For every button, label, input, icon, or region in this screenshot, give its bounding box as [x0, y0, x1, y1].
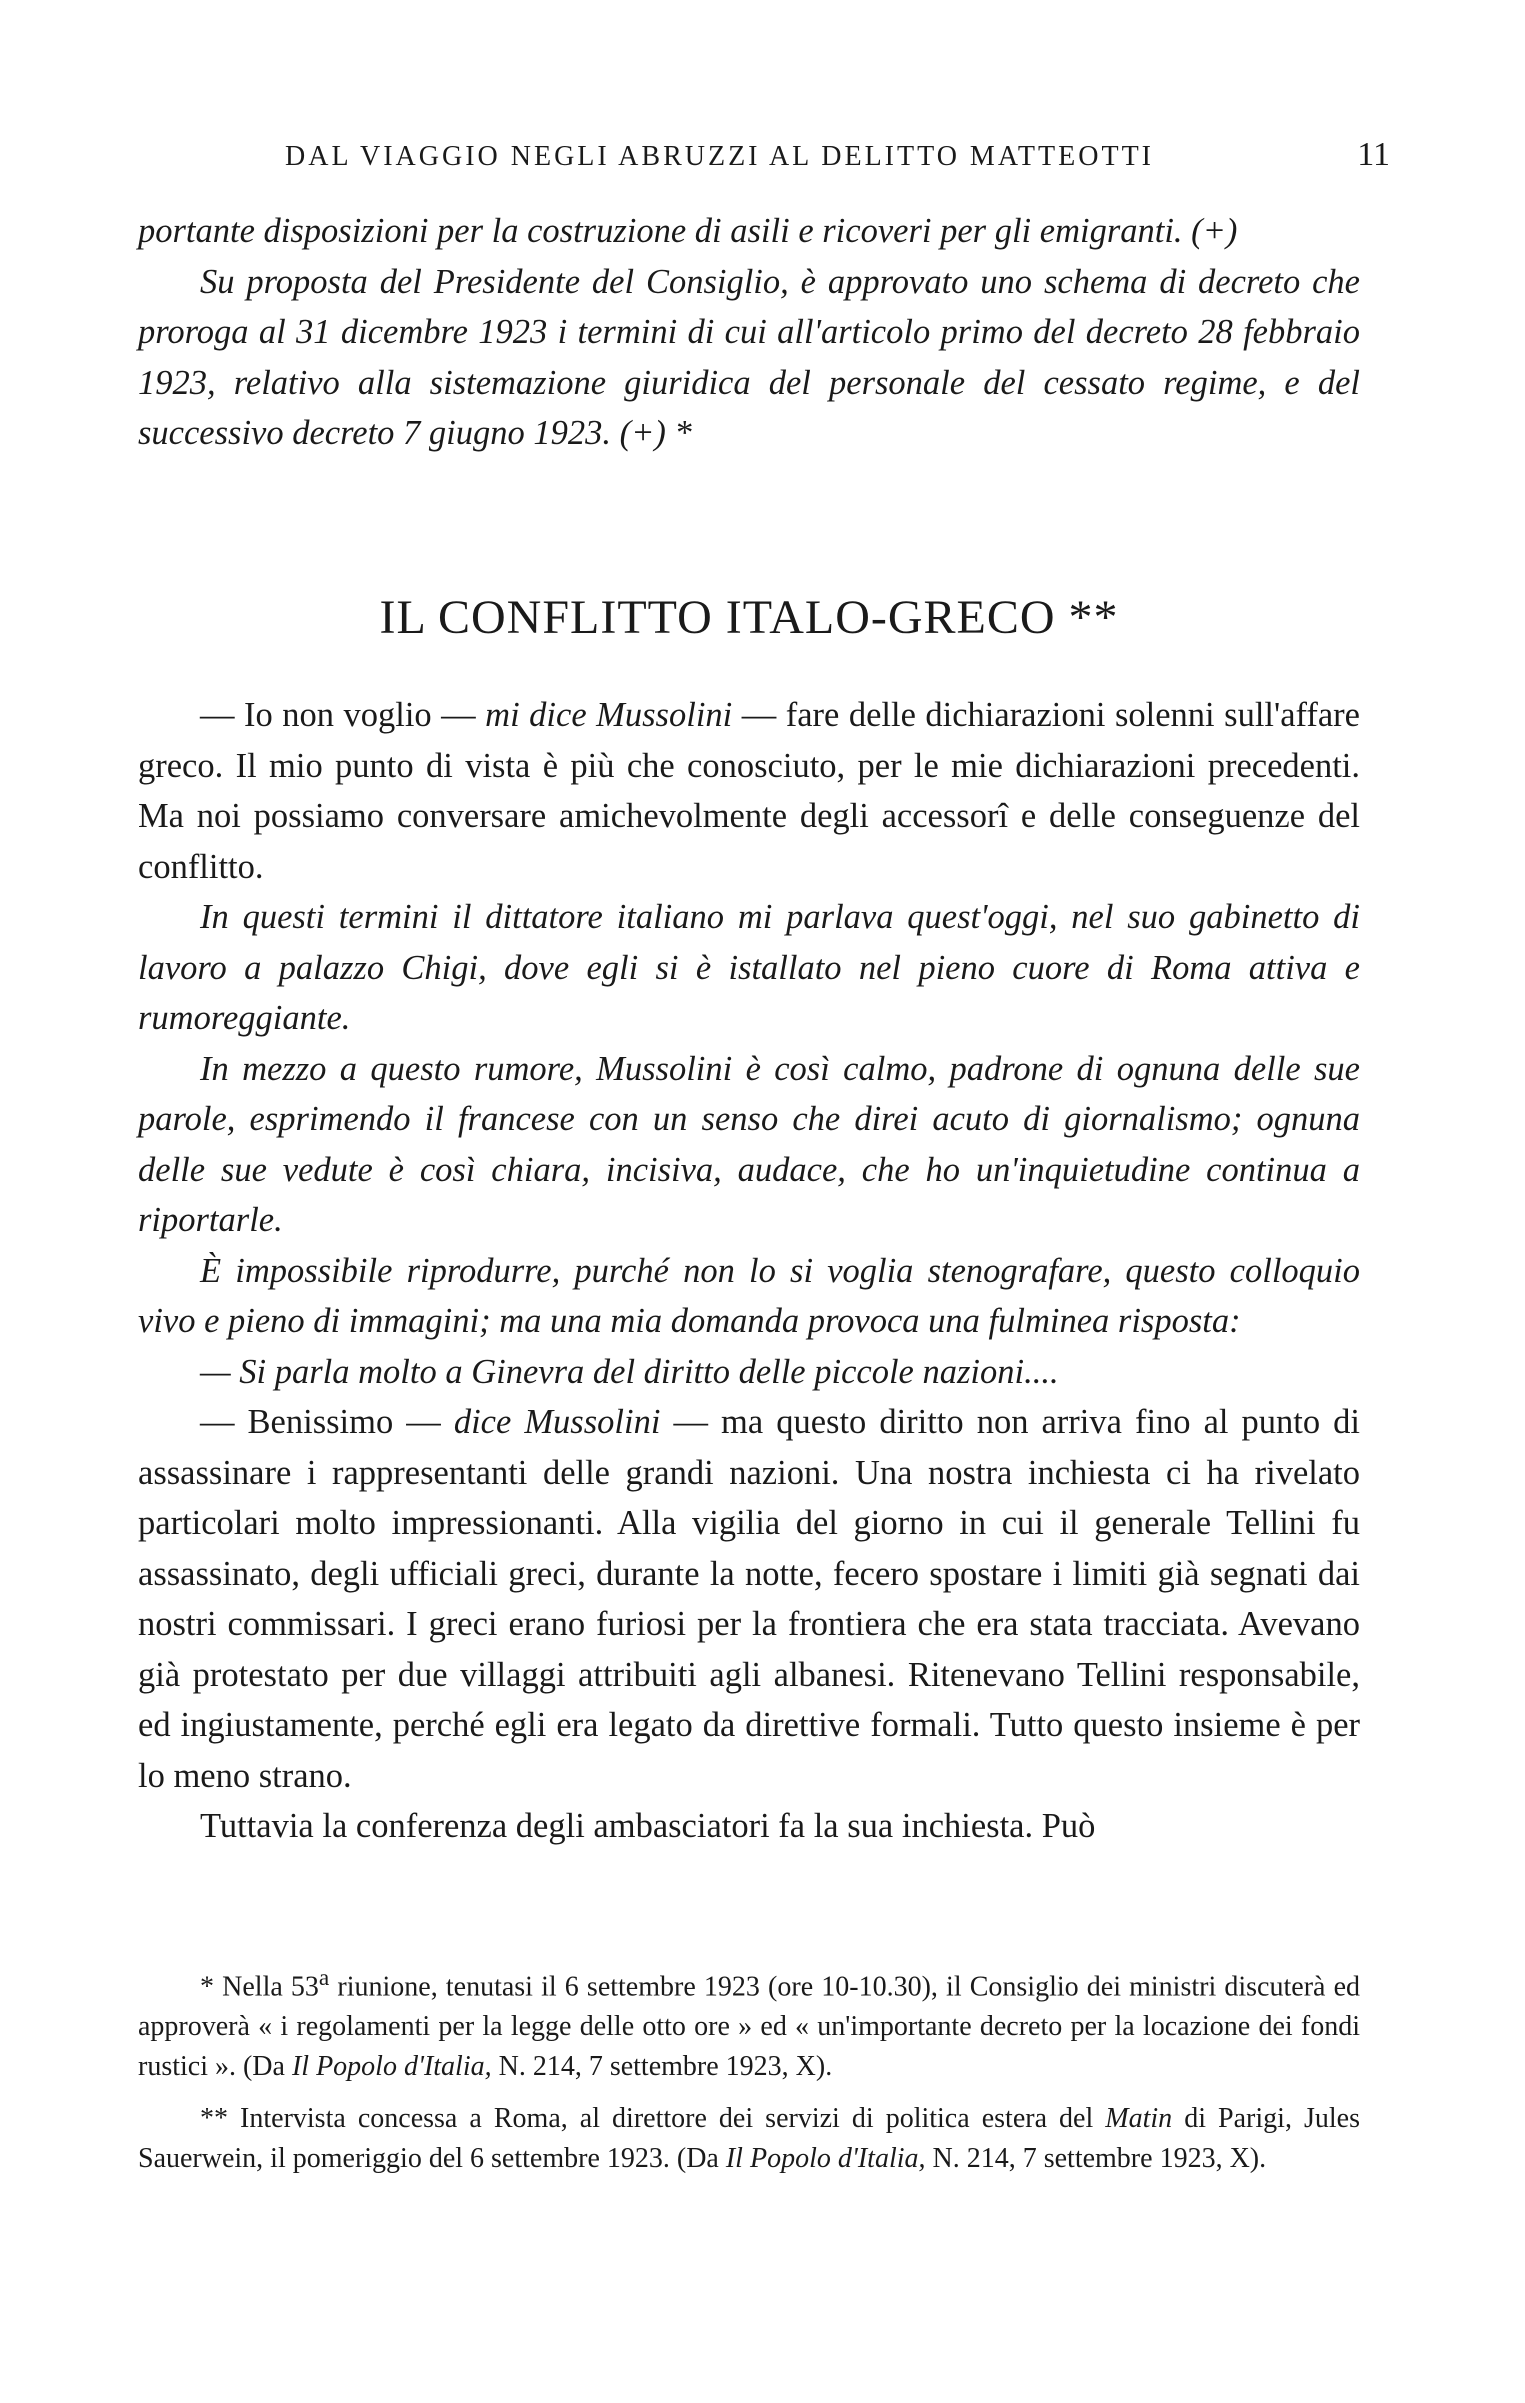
body-paragraph-2: In questi termini il dittatore italiano mi parlava quest'oggi, nel suo gabinetto di lavoro a palazzo Chigi, dove egli si è istallato nel pieno cuore di Roma attiva e rumoreggiante. — [138, 898, 1360, 1037]
footnote-text: ** Intervista concessa a Roma, al direttore dei servizi di politica estera del — [200, 2103, 1106, 2135]
attribution-text: dice Mussolini — [453, 1403, 661, 1441]
body-paragraph-4: È impossibile riprodurre, purché non lo si voglia stenografare, questo colloquio vivo e pieno di immagini; ma una mia domanda provoca una fulminea risposta: — [138, 1251, 1360, 1340]
running-head — [135, 136, 1390, 180]
footnote-2 — [138, 2099, 1360, 2179]
running-title: DAL VIAGGIO NEGLI ABRUZZI AL DELITTO MATTEOTTI — [285, 141, 1154, 172]
body-paragraph-1 — [138, 690, 1360, 892]
section-title: IL CONFLITTO ITALO-GRECO ** — [379, 591, 1119, 644]
dialogue-text: — fare delle dichiarazioni solenni sull'affare greco. Il mio punto di vista è più che conosciuto, per le mie dichiarazioni precedenti. Ma noi possiamo conversare amichevolmente degli accessorî e delle conseguenze del conflitto. — [138, 696, 1360, 886]
intro-paragraph-1: portante disposizioni per la costruzione di asili e ricoveri per gli emigranti. (+) — [138, 212, 1238, 250]
footnote-source-title: Il Popolo d'Italia, — [725, 2143, 926, 2175]
footnote-source-title: Matin — [1105, 2103, 1173, 2135]
footnote-source-title: Il Popolo d'Italia, — [291, 2051, 492, 2083]
body-paragraph-5: — Si parla molto a Ginevra del diritto delle piccole nazioni.... — [200, 1352, 1059, 1391]
body-paragraph-3: In mezzo a questo rumore, Mussolini è così calmo, padrone di ognuna delle sue parole, esprimendo il francese con un senso che direi acuto di giornalismo; ognuna delle sue vedute è così chiara, incisiva, audace, che ho un'inquietudine continua a riportarle. — [138, 1049, 1360, 1239]
footnote-text: N. 214, 7 settembre 1923, X). — [491, 2051, 833, 2083]
footnote-text: * Nella 53 — [200, 1971, 319, 2003]
attribution-text: mi dice Mussolini — [485, 696, 733, 734]
footnote-text: di Parigi, Jules Sauerwein, il pomeriggio del 6 settembre 1923. (Da — [138, 2103, 1360, 2175]
dialogue-text: — Benissimo — — [200, 1403, 454, 1441]
dialogue-text: — ma questo diritto non arriva fino al punto di assassinare i rappresentanti delle grandi nazioni. Una nostra inchiesta ci ha rivelato particolari molto impressionanti. Alla vigilia del giorno in cui il generale Tellini fu assassinato, degli ufficiali greci, durante la notte, fecero spostare i limiti già segnati dai nostri commissari. I greci erano furiosi per la frontiera che era stata tracciata. Avevano già protestato per due villaggi attribuiti agli albanesi. Ritenevano Tellini responsabile, ed ingiustamente, perché egli era legato da direttive formali. Tutto questo insieme è per lo meno strano. — [138, 1403, 1360, 1795]
dialogue-text: — Io non voglio — — [200, 696, 486, 734]
body-paragraph-6 — [138, 1397, 1360, 1801]
footnote-1 — [138, 1958, 1360, 2087]
intro-paragraph-2: Su proposta del Presidente del Consiglio, è approvato uno schema di decreto che proroga al 31 dicembre 1923 i termini di cui all'articolo primo del decreto 28 febbraio 1923, relativo alla sistemazione giuridica del personale del cessato regime, e del successivo decreto 7 giugno 1923. (+) * — [138, 262, 1360, 452]
footnotes — [138, 1958, 1360, 2191]
footnote-text: riunione, tenutasi il 6 settembre 1923 (ore 10-10.30), il Consiglio dei ministri discuterà ed approverà « i regolamenti per la legge delle otto ore » ed « un'importante decreto per la locazione dei fondi rustici ». (Da — [138, 1971, 1361, 2083]
intro-text — [138, 206, 1360, 459]
body-paragraph-7: Tuttavia la conferenza degli ambasciatori fa la sua inchiesta. Può — [200, 1807, 1096, 1845]
footnote-text: N. 214, 7 settembre 1923, X). — [925, 2143, 1267, 2175]
article-body — [138, 690, 1360, 1852]
footnote-superscript: a — [318, 1965, 330, 1991]
page-number: 11 — [1357, 136, 1390, 173]
